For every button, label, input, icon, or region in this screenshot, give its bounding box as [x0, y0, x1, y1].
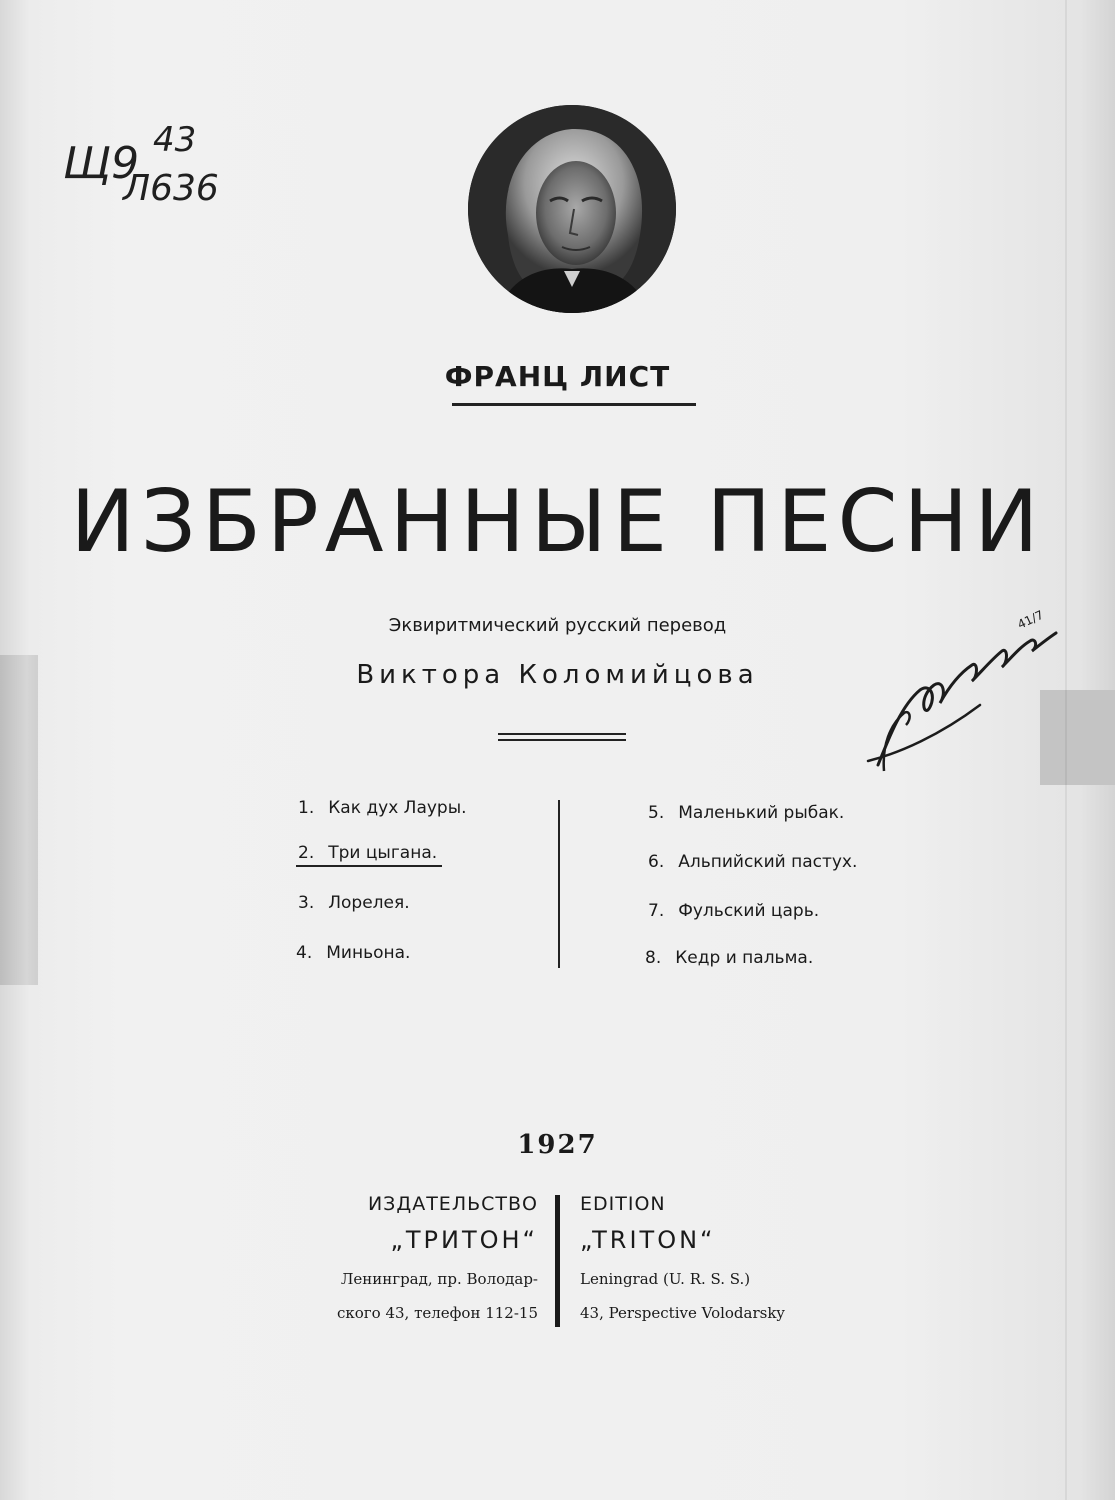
song-number: 8. [645, 948, 662, 968]
song-number: 2. [298, 843, 315, 863]
song-item [298, 843, 437, 863]
song-item [648, 901, 819, 921]
shelfmark-line-1: Щ9 [63, 138, 140, 189]
song-item [648, 803, 844, 823]
translation-note: Эквиритмический русский перевод [388, 615, 727, 636]
song-item [298, 893, 410, 913]
publisher-address-ru-1: Ленинград, пр. Володар- [340, 1270, 538, 1288]
publisher-address-en-2: 43, Perspective Volodarsky [580, 1304, 785, 1322]
song-number: 6. [648, 852, 665, 872]
tape-strip-left [0, 655, 38, 985]
song-title: Лорелея. [328, 893, 410, 913]
publisher-label-en: EDITION [580, 1193, 666, 1215]
publisher-name-en: „TRITON“ [580, 1226, 716, 1254]
song-list-divider [558, 800, 560, 968]
song-title: Кедр и пальма. [675, 948, 814, 968]
ornament-rule-top [498, 733, 626, 735]
portrait-image [468, 105, 676, 313]
publication-year: 1927 [517, 1130, 598, 1160]
publisher-label-ru: ИЗДАТЕЛЬСТВО [367, 1193, 538, 1215]
song-number: 5. [648, 803, 665, 823]
song-title: Три цыгана. [328, 843, 438, 863]
song-title: Фульский царь. [678, 901, 820, 921]
song-item [296, 943, 410, 963]
composer-underline [452, 403, 696, 406]
shelfmark-line-2: 43 [153, 120, 197, 160]
svg-text:41/7: 41/7 [1015, 607, 1046, 632]
song-underline-mark [296, 865, 442, 867]
song-number: 3. [298, 893, 315, 913]
page-title: ИЗБРАННЫЕ ПЕСНИ [70, 472, 1045, 572]
song-title: Маленький рыбак. [678, 803, 845, 823]
composer-portrait [468, 105, 676, 313]
page-crease [1065, 0, 1067, 1500]
publisher-name-ru: „ТРИТОН“ [390, 1226, 538, 1254]
publisher-divider [555, 1195, 560, 1327]
handwritten-signature [860, 585, 1060, 785]
publisher-address-en-1: Leningrad (U. R. S. S.) [580, 1270, 751, 1288]
song-number: 4. [296, 943, 313, 963]
shelfmark-line-3: Л636 [123, 168, 219, 209]
song-title: Миньона. [326, 943, 411, 963]
song-title: Альпийский пастух. [678, 852, 858, 872]
song-item [648, 852, 857, 872]
handwritten-shelfmark [55, 120, 245, 230]
song-number: 1. [298, 798, 315, 818]
song-title: Как дух Лауры. [328, 798, 467, 818]
song-number: 7. [648, 901, 665, 921]
song-item [645, 948, 813, 968]
composer-name: ФРАНЦ ЛИСТ [444, 360, 671, 393]
translator-name: Виктора Коломийцова [356, 660, 759, 690]
ornament-rule-bottom [498, 739, 626, 741]
publisher-address-ru-2: ского 43, телефон 112-15 [337, 1304, 538, 1322]
song-item [298, 798, 467, 818]
